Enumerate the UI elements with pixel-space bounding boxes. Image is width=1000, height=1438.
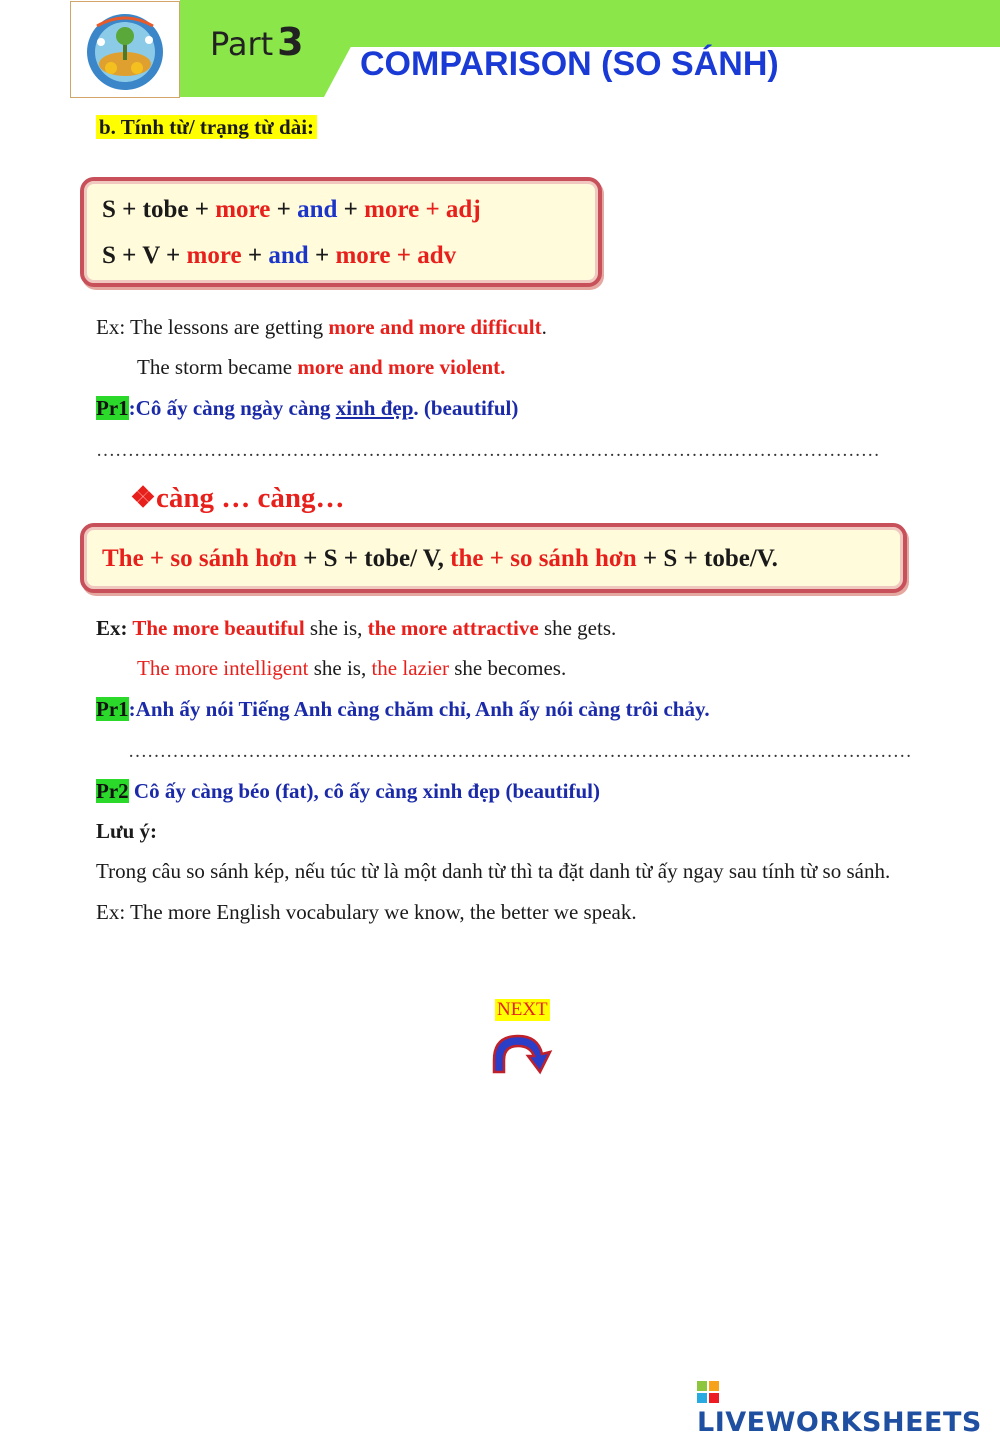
formula-comparative: The + so sánh hơn: [102, 545, 297, 572]
formula-text: +: [270, 196, 298, 223]
formula-line-adj: [102, 196, 481, 224]
formula-box-long-adj: [80, 177, 602, 287]
note-example: Ex: The more English vocabulary we know, the better we speak.: [96, 900, 637, 924]
practice-tag: Pr1: [96, 396, 129, 420]
part-number: 3: [277, 20, 304, 64]
practice-1b-prompt: [96, 697, 710, 722]
example-text: .: [541, 315, 547, 339]
next-arrow-icon[interactable]: [488, 1030, 558, 1081]
formula-text: + S + tobe/ V,: [296, 545, 451, 572]
example-text: she becomes.: [448, 656, 567, 680]
formula-and: and: [268, 242, 309, 269]
formula-more: more: [186, 242, 242, 269]
note-label: Lưu ý:: [96, 819, 158, 843]
practice-1-prompt: [96, 396, 518, 421]
next-label[interactable]: NEXT: [497, 999, 548, 1020]
formula-comparative: the + so sánh hơn: [450, 545, 637, 572]
practice-text: . (beautiful): [413, 396, 519, 420]
example-highlight: more and more difficult: [328, 315, 542, 339]
practice-tag: Pr2: [96, 779, 129, 803]
section-b-heading-text: b. Tính từ/ trạng từ dài:: [96, 115, 317, 139]
example-text: Ex: The lessons are getting: [96, 315, 329, 339]
formula-more-adv: more + adv: [335, 242, 457, 269]
practice-text: Cô ấy càng béo (fat), cô ấy càng xinh đẹp (beautiful): [128, 779, 600, 803]
part-label: [210, 20, 304, 64]
part-word: Part: [210, 25, 274, 63]
example-text: she gets.: [538, 616, 617, 640]
formula-line-double: [102, 545, 778, 573]
example-label: Ex:: [96, 616, 133, 640]
liveworksheets-logo-icon: [697, 1381, 719, 1403]
practice-2-prompt: [96, 779, 600, 804]
formula-line-adv: [102, 242, 456, 270]
formula-more: more: [215, 196, 271, 223]
example-2-line-2: [137, 656, 566, 681]
example-highlight: more and more violent.: [297, 355, 506, 379]
practice-underlined-word: xinh đẹp: [335, 396, 414, 420]
formula-text: +: [337, 196, 365, 223]
answer-line-1[interactable]: ……………………………………………………………………………………….……………………: [96, 440, 880, 461]
school-logo: [70, 1, 180, 98]
practice-text: :Anh ấy nói Tiếng Anh càng chăm chỉ, Anh ấy nói càng trôi chảy.: [128, 697, 710, 721]
formula-text: + S + tobe/V.: [636, 545, 778, 572]
liveworksheets-text: LIVEWORKSHEETS: [697, 1407, 982, 1438]
example-text: The storm became: [137, 355, 298, 379]
cang-cang-heading: ❖càng … càng…: [130, 482, 345, 514]
practice-text: :Cô ấy càng ngày càng: [128, 396, 336, 420]
formula-more-adj: more + adj: [364, 196, 481, 223]
section-b-heading: [96, 115, 317, 140]
example-highlight: The more intelligent: [137, 656, 309, 680]
example-highlight: the more attractive: [367, 616, 539, 640]
formula-text: S + V +: [102, 242, 187, 269]
example-2-line-1: [96, 616, 616, 641]
logo-emblem-icon: [71, 2, 179, 97]
example-1-line-1: [96, 315, 547, 340]
formula-text: +: [241, 242, 269, 269]
example-text: she is,: [304, 616, 368, 640]
example-highlight: The more beautiful: [132, 616, 305, 640]
note-text: Trong câu so sánh kép, nếu túc từ là một danh từ thì ta đặt danh từ ấy ngay sau tính từ so sánh.: [96, 859, 891, 883]
example-1-line-2: [137, 355, 505, 380]
formula-and: and: [297, 196, 338, 223]
example-text: she is,: [308, 656, 372, 680]
liveworksheets-brand: [697, 1376, 1000, 1438]
formula-text: S + tobe +: [102, 196, 216, 223]
practice-tag: Pr1: [96, 697, 129, 721]
page-title: COMPARISON (SO SÁNH): [360, 45, 779, 83]
answer-line-2[interactable]: ……………………………………………………………………………………….……………………: [128, 741, 912, 762]
formula-text: +: [308, 242, 336, 269]
example-highlight: the lazier: [371, 656, 449, 680]
